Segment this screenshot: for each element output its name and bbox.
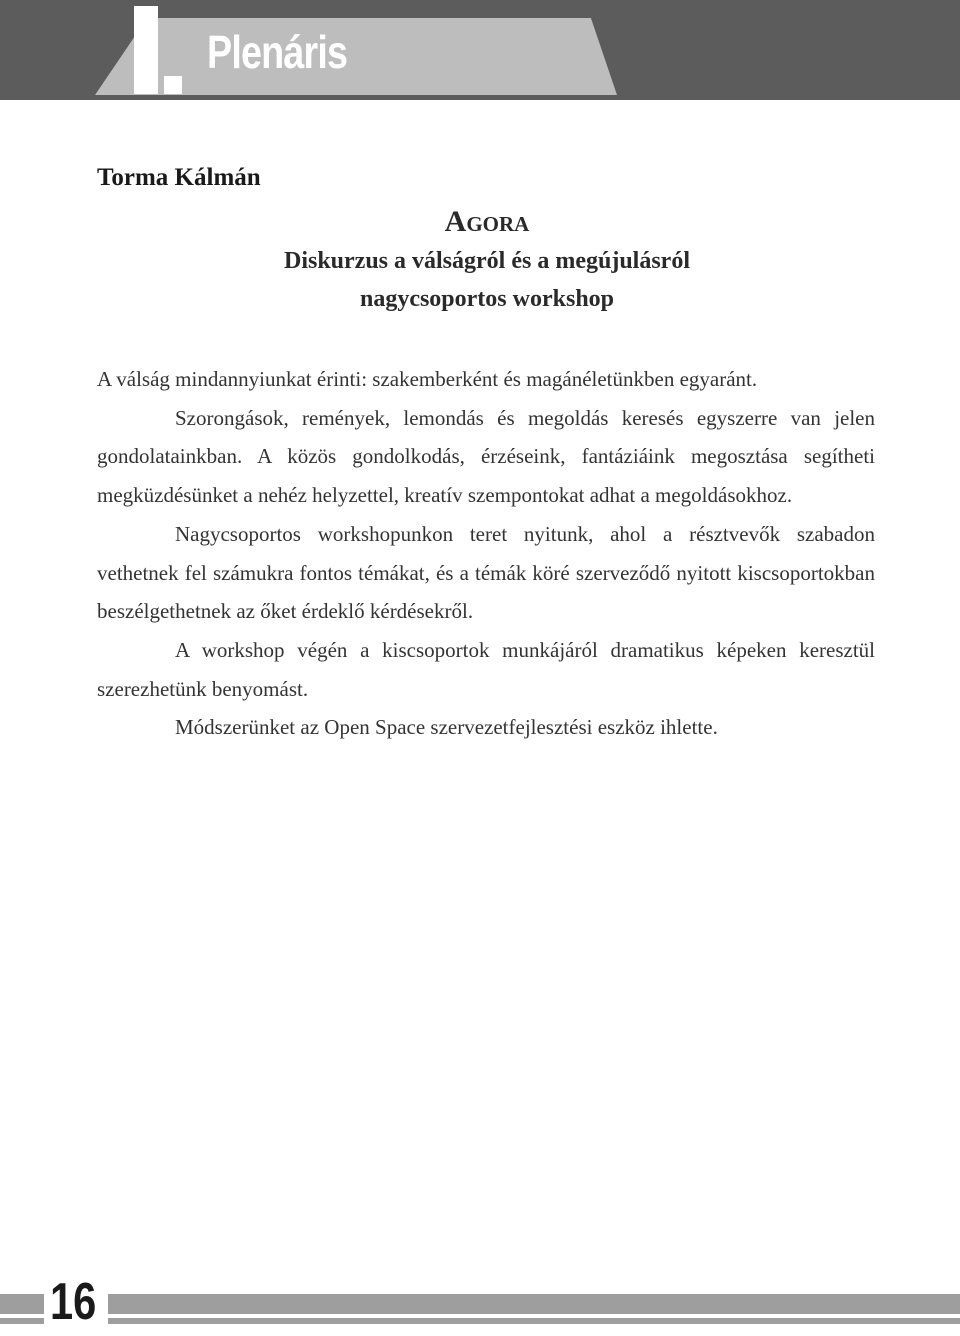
paragraph: Szorongások, remények, lemondás és megoldás keresés egyszerre van jelen gondolatainkban. A közös gondolkodás, érzéseink, fantáziáink megosztása segítheti megküzdésünket a nehéz helyzettel, kreatív szempontokat adhat a megoldásokhoz. bbox=[97, 405, 875, 508]
title-block bbox=[97, 202, 877, 318]
paragraph: A válság mindannyiunkat érinti: szakemberként és magánéletünkben egyaránt. bbox=[97, 367, 758, 391]
article-title: Agora bbox=[444, 205, 530, 238]
section-title: Plenáris bbox=[207, 26, 348, 78]
article-subtitle: Diskurzus a válságról és a megújulásról bbox=[283, 248, 690, 274]
article-subtitle-2: nagycsoportos workshop bbox=[359, 286, 615, 312]
numeral-dot bbox=[164, 76, 182, 94]
paragraph: Módszerünket az Open Space szervezetfejlesztési eszköz ihlette. bbox=[175, 715, 718, 740]
page-number: 16 bbox=[50, 1273, 97, 1331]
numeral-bar bbox=[134, 6, 158, 94]
paragraph: Nagycsoportos workshopunkon teret nyitunk, ahol a résztvevők szabadon vethetnek fel számukra fontos témákat, és a témák köré szerveződő nyitott kiscsoportokban beszélgethetnek az őket érdeklő kérdésekről. bbox=[97, 521, 875, 624]
author-name: Torma Kálmán bbox=[97, 164, 261, 191]
footer-stripe bbox=[0, 1294, 960, 1314]
section-numeral-roman-one bbox=[134, 6, 178, 94]
paragraph: A workshop végén a kiscsoportok munkájáról dramatikus képeken keresztül szerezhetünk benyomást. bbox=[97, 637, 875, 701]
article-body bbox=[97, 360, 875, 747]
footer-stripe-thin bbox=[0, 1318, 960, 1324]
